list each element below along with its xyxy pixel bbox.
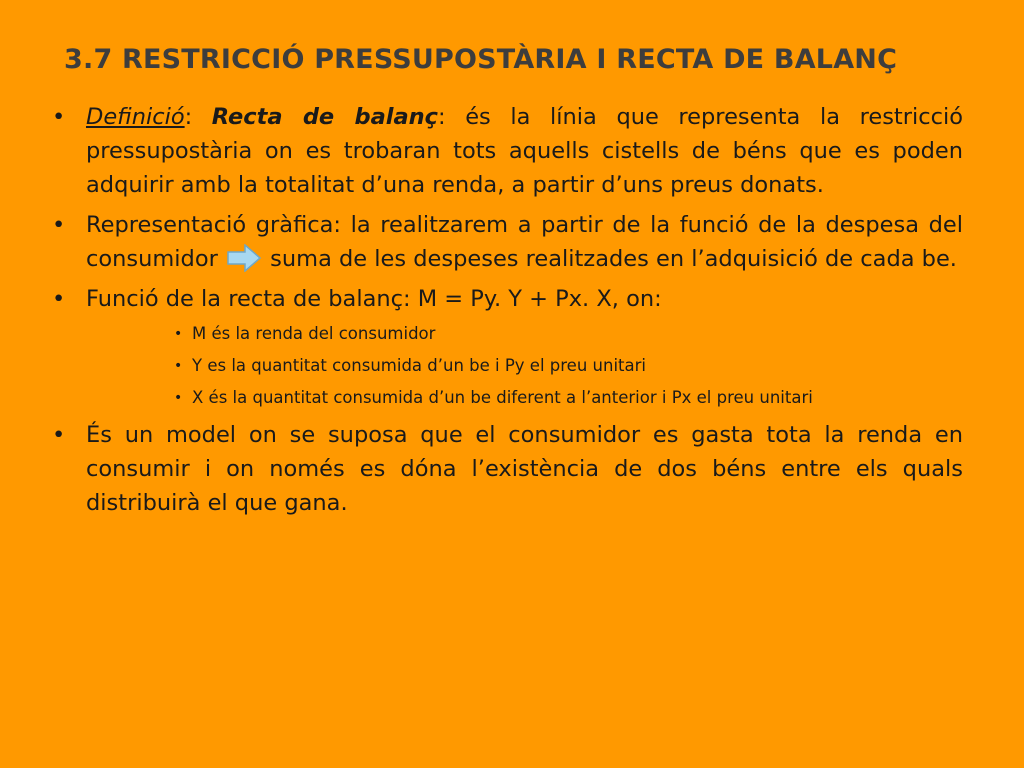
definition-term: Definició [86, 104, 185, 130]
sub-bullet-m: • M és la renda del consumidor [174, 322, 963, 346]
slide-title: 3.7 RESTRICCIÓ PRESSUPOSTÀRIA I RECTA DE BALANÇ [64, 44, 898, 75]
graphic-text-after: suma de les despeses realitzades en l’adquisició de cada be. [270, 246, 957, 272]
definition-text: és la línia que representa la restricció pressupostària on es trobaran tots aquells cistells de béns que es poden adquirir amb la totalitat d’una renda, a partir d’uns preus donats. [86, 104, 963, 198]
emphasis-separator: : [438, 104, 466, 130]
slide-content [48, 100, 963, 526]
model-text: És un model on se suposa que el consumidor es gasta tota la renda en consumir i on només es dóna l’existència de dos béns entre els quals distribuirà el que gana. [86, 422, 963, 516]
arrow-shape [228, 245, 260, 271]
bullet-model [48, 418, 963, 520]
right-arrow-icon [227, 244, 261, 272]
function-text: Funció de la recta de balanç: M = Py. Y + Px. X, on: [86, 286, 662, 312]
definition-emphasis: Recta de balanç [211, 104, 439, 130]
sub-bullet-x: • X és la quantitat consumida d’un be diferent a l’anterior i Px el preu unitari [174, 386, 963, 410]
bullet-graphic-representation [48, 208, 963, 276]
definition-separator: : [184, 104, 212, 130]
function-sub-list [48, 322, 963, 410]
graphic-text-before: Representació gràfica: la realitzarem a partir de la funció de la despesa del consumidor [86, 212, 963, 272]
bullet-definition [48, 100, 963, 202]
sub-bullet-y: • Y es la quantitat consumida d’un be i Py el preu unitari [174, 354, 963, 378]
bullet-function [48, 282, 963, 316]
